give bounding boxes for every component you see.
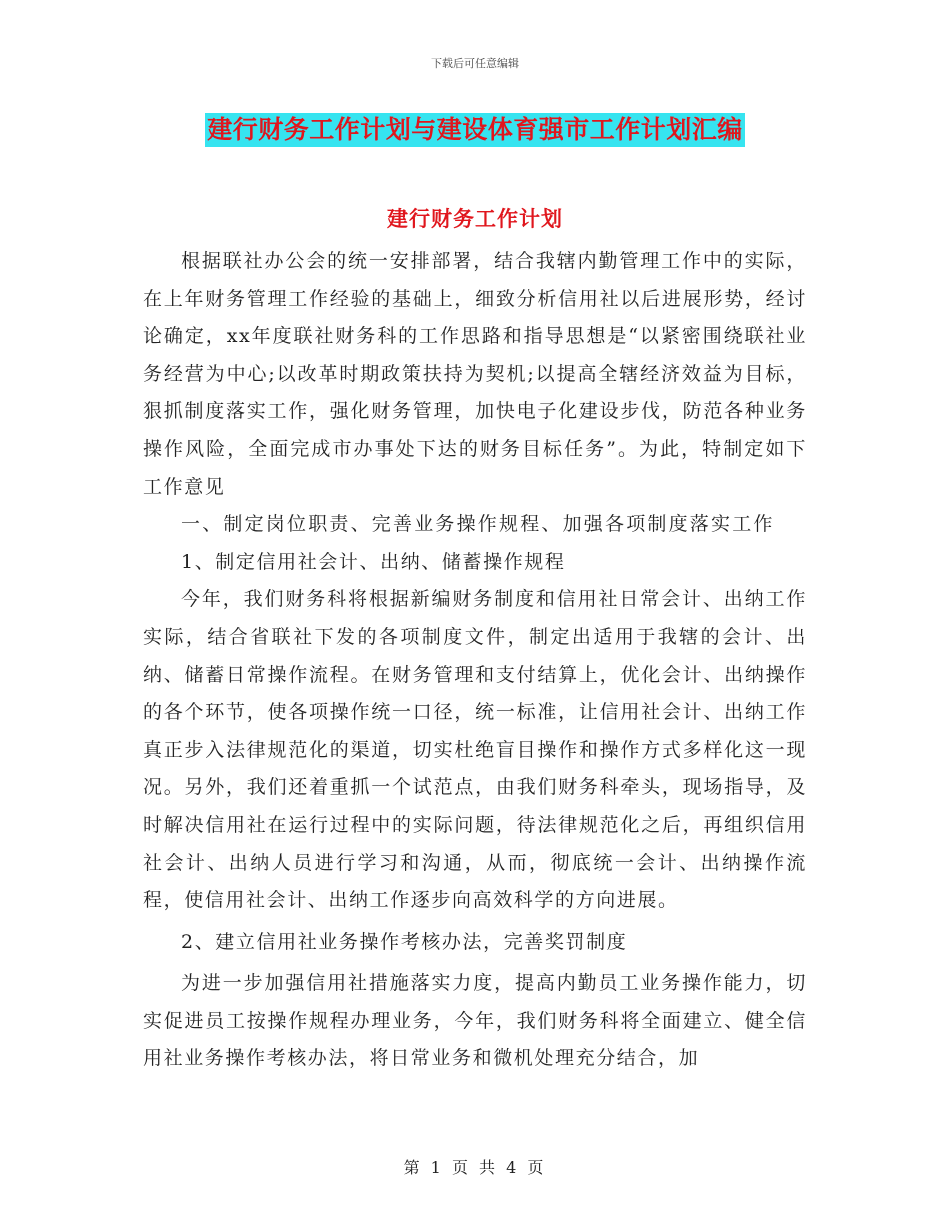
- paragraph-subheading-2: 2、建立信用社业务操作考核办法，完善奖罚制度: [181, 930, 628, 953]
- paragraph-intro: 根据联社办公会的统一安排部署，结合我辖内勤管理工作中的实际，在上年财务管理工作经验的基础上，细致分析信用社以后进展形势，经讨论确定，xx年度联社财务科的工作思路和指导思想是“以紧密围绕联社业务经营为中心;以改革时期政策扶持为契机;以提高全辖经济效益为目标，狠抓制度落实工作，强化财务管理，加快电子化建设步伐，防范各种业务操作风险，全面完成市办事处下达的财务目标任务”。为此，特制定如下工作意见: [143, 250, 807, 498]
- page-footer: 第 1 页 共 4 页: [403, 1158, 547, 1177]
- document-title-wrapper: [0, 113, 950, 147]
- paragraph-body-2: 为进一步加强信用社措施落实力度，提高内勤员工业务操作能力，切实促进员工按操作规程办理业务，今年，我们财务科将全面建立、健全信用社业务操作考核办法，将日常业务和微机处理充分结合，加: [143, 972, 807, 1070]
- paragraph-subheading-1: 1、制定信用社会计、出纳、储蓄操作规程: [181, 550, 566, 573]
- section-title: 建行财务工作计划: [387, 207, 563, 231]
- paragraph-body-1: 今年，我们财务科将根据新编财务制度和信用社日常会计、出纳工作实际，结合省联社下发的各项制度文件，制定出适用于我辖的会计、出纳、储蓄日常操作流程。在财务管理和支付结算上，优化会计、出纳操作的各个环节，使各项操作统一口径，统一标准，让信用社会计、出纳工作真正步入法律规范化的渠道，切实杜绝盲目操作和操作方式多样化这一现况。另外，我们还着重抓一个试范点，由我们财务科牵头，现场指导，及时解决信用社在运行过程中的实际问题，待法律规范化之后，再组织信用社会计、出纳人员进行学习和沟通，从而，彻底统一会计、出纳操作流程，使信用社会计、出纳工作逐步向高效科学的方向进展。: [143, 588, 807, 912]
- document-body: [143, 243, 807, 1078]
- document-title: 建行财务工作计划与建设体育强市工作计划汇编: [205, 113, 745, 147]
- header-note: 下载后可任意编辑: [431, 57, 519, 70]
- paragraph-heading-1: 一、制定岗位职责、完善业务操作规程、加强各项制度落实工作: [181, 513, 775, 536]
